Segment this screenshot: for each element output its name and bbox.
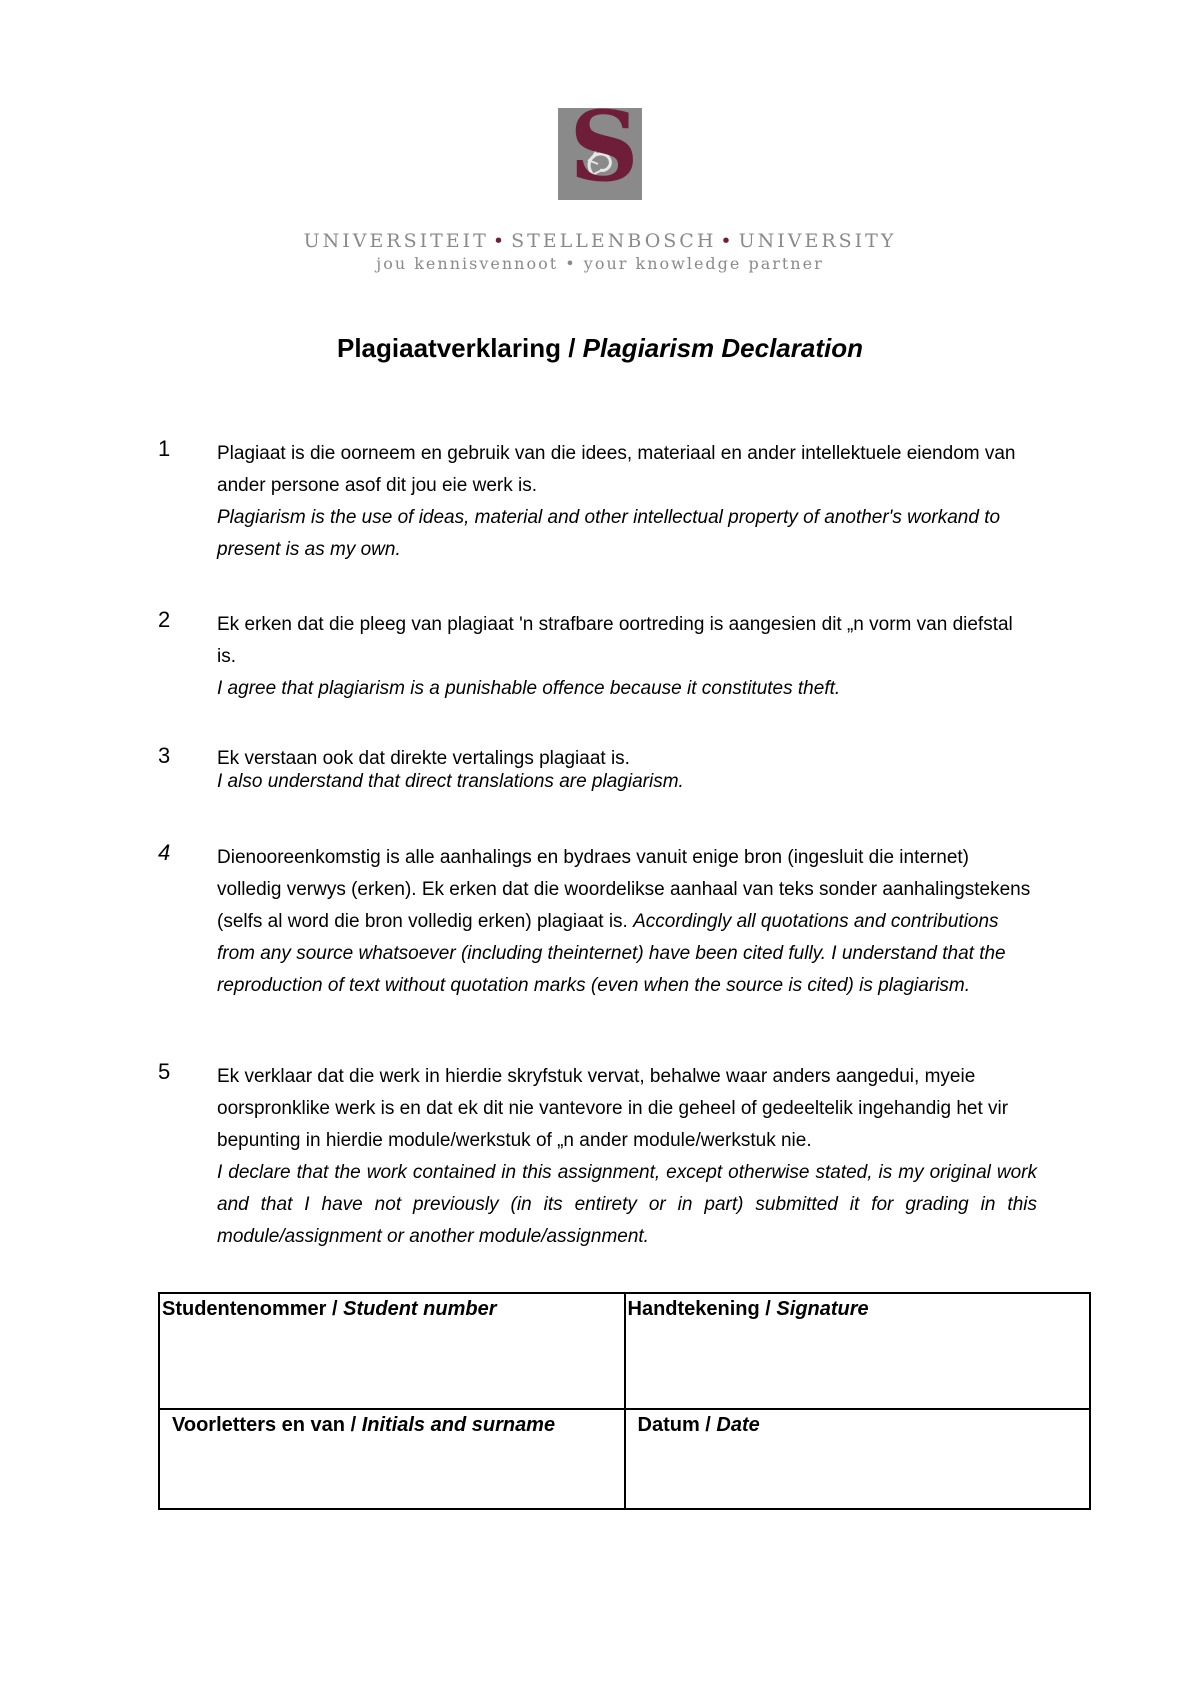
- university-name-af: UNIVERSITEIT: [303, 230, 489, 252]
- item-body: [217, 842, 1037, 1002]
- student-number-field[interactable]: [159, 1293, 625, 1409]
- student-number-label: Studentenommer / Student number: [162, 1298, 497, 1320]
- crest-icon: [558, 108, 642, 200]
- tagline: [0, 254, 1200, 273]
- university-name-en: UNIVERSITY: [738, 230, 897, 252]
- item-text-en: Accordingly all quotations and contributions from any source whatsoever (including theinternet) have been cited fully. I understand that the reproduction of text without quotation marks (even when the source is cited) is plagiarism.: [217, 911, 1006, 996]
- university-name: [0, 230, 1200, 252]
- item-text-af: Ek verstaan ook dat direkte vertalings plagiaat is.: [217, 748, 630, 769]
- item-body: [217, 1061, 1037, 1253]
- logo-letter: S: [569, 108, 639, 200]
- item-number: 3: [158, 743, 171, 768]
- university-name-town: STELLENBOSCH: [511, 230, 717, 252]
- title-af: Plagiaatverklaring: [336, 333, 561, 363]
- item-number: 4: [158, 840, 171, 865]
- item-number: 5: [158, 1059, 171, 1084]
- item-text-en: Plagiarism is the use of ideas, material and other intellectual property of another's workand to present is as my own.: [217, 507, 1001, 560]
- item-body: [217, 438, 1037, 566]
- item-text-en: I also understand that direct translations are plagiarism.: [217, 771, 684, 792]
- item-body: [217, 747, 1037, 793]
- tagline-en: your knowledge partner: [583, 254, 824, 273]
- title-separator: /: [560, 333, 583, 363]
- page-title: [0, 333, 1200, 364]
- item-number: 1: [158, 436, 171, 461]
- item-text-en: I declare that the work contained in this assignment, except otherwise stated, is my original work and that I have not previously (in its entirety or in part) submitted it for grading in this module/assignment or another module/assignment.: [217, 1162, 1037, 1247]
- date-field[interactable]: [625, 1409, 1091, 1509]
- item-body: [217, 609, 1037, 705]
- title-en: Plagiarism Declaration: [582, 333, 863, 363]
- signature-label: Handtekening / Signature: [627, 1298, 869, 1320]
- initials-surname-field[interactable]: [159, 1409, 625, 1509]
- item-text-af: Ek verklaar dat die werk in hierdie skryfstuk vervat, behalwe waar anders aangedui, myeie oorspronklike werk is en dat ek dit nie vantevore in die geheel of gedeeltelik ingehandig het vir bepunting in hierdie module/werkstuk of „n ander module/werkstuk nie.: [217, 1066, 1009, 1151]
- item-text-af: Plagiaat is die oorneem en gebruik van die idees, materiaal en ander intellektuele eiendom van ander persone asof dit jou eie werk is.: [217, 443, 1016, 496]
- university-separator-1: •: [492, 230, 508, 252]
- signature-field[interactable]: [625, 1293, 1091, 1409]
- date-label: Datum / Date: [637, 1414, 760, 1436]
- initials-surname-label: Voorletters en van / Initials and surname: [172, 1414, 556, 1436]
- signature-table: [158, 1292, 1091, 1510]
- tagline-separator: •: [565, 254, 577, 273]
- item-text-af: Ek erken dat die pleeg van plagiaat 'n strafbare oortreding is aangesien dit „n vorm van diefstal is.: [217, 614, 1013, 667]
- item-text-af: Dienooreenkomstig is alle aanhalings en bydraes vanuit enige bron (ingesluit die internet) volledig verwys (erken). Ek erken dat die woordelikse aanhaal van teks sonder aanhalingstekens (selfs al word die bron volledig erken) plagiaat is.: [217, 847, 1031, 932]
- item-number: 2: [158, 607, 171, 632]
- university-logo: [0, 108, 1200, 200]
- university-separator-2: •: [720, 230, 735, 252]
- item-text-en: I agree that plagiarism is a punishable offence because it constitutes theft.: [217, 678, 841, 699]
- tagline-af: jou kennisvennoot: [376, 254, 559, 273]
